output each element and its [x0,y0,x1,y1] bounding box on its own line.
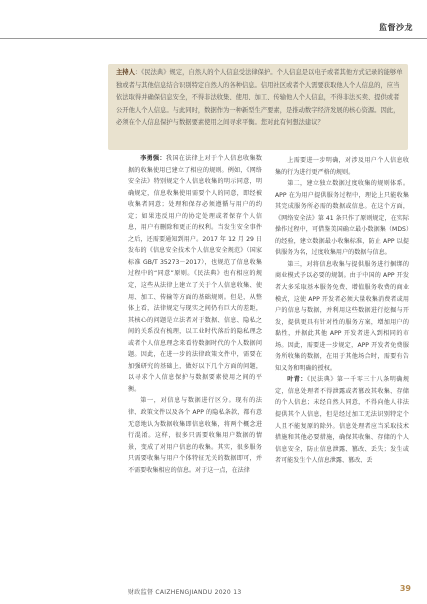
page-number: 39 [399,584,411,593]
paragraph-text: 我国在法律上对于个人信息收集数据的收集使用已建立了相应的规则。例如，《网络安全法》特别规定个人信息收集的明示同意，明确规定，信息收集使用需要个人的同意，即经被收集者同意；处理和保存必须遵循与用户的约定；如果违反用户的协定处理或者保存个人信息，用户有删除和更正的权利。当发生安全事件之后，还需要通知到用户。2017 年 12 月 29 日发布的《信息安全技术个人信息安全规范》（国家标准 GB/T 35273－2017），也规范了信息收集过程中的“同意”原则。《民法典》也有相应的规定，这些从法律上建立了关于个人信息收集、使用、加工、传输等方面的基础规则。但是，从整体上看，法律规定与现实之间仍有巨大的差距，其核心的问题是立法者对于数据、信息、隐私之间的关系没有梳理，以工业时代落后的隐私理念或者个人信息理念来看待数据时代的个人数据问题。因此，在进一步的法律政策文件中，需要在加强研究的基础上，做好以下几个方面的问题，以寻求个人信息保护与数据要素使用之间的平衡。 [128,155,263,393]
paragraph-text: 上需要进一步明确，对涉及用户个人信息收集的行为进行更严格的规则。 [275,157,409,176]
section-tag: 监督沙龙 [379,23,413,32]
paragraph-text: 《民法典》第一千零三十八条明确规定，信息处理者不得泄露或者篡改其收集、存储的个人信息；未经自然人同意，不得向他人非法提供其个人信息，但是经过加工无法识别特定个人且不能复原的除外。信息处理者应当采取技术措施和其他必要措施，确保其收集、存储的个人信息安全，防止信息泄露、篡改、丢失；发生或者可能发生个人信息泄露、篡改、丢 [275,376,409,465]
article-column-right [275,155,409,467]
host-question [116,67,404,130]
journal-footer: 财政监督 CAIZHENGJIANDU 2020 13 [128,589,242,596]
speaker-name: 李勇强： [140,155,166,162]
paragraph [128,153,262,395]
paragraph [275,178,409,259]
header-rule [0,38,427,39]
article-column-left [128,153,262,476]
paragraph-text: 第一，对信息与数据进行区分。现有的法律、政策文件以及各个 APP 的隐私条款，都有意无意地认为数据收集即信息收集，将两个概念进行混淆。这样，很多只需要收集用户数据的情景，变成了对用户信息的收集。其实，很多服务只需要收集与用户个体特征无关的数据即可，并不需要收集相应的信息。对于这一点，在法律 [128,397,262,474]
paragraph [275,155,409,178]
host-question-text: ：《民法典》规定，自然人的个人信息受法律保护。个人信息是以电子或者其他方式记录的能够单独或者与其他信息结合识别特定自然人的各种信息。信用社区或者个人需要获取他人个人信息的，应当依法取得并确保信息安全，不得非法收集、使用、加工、传输他人个人信息，不得非法买卖、提供或者公开他人个人信息。与此同时，数据作为一种新型生产要素，是推动数字经济发展的核心资源。因此，必须在个人信息保护与数据要素使用之间寻求平衡。您对此有何想法建议？ [116,69,403,127]
paragraph [275,374,409,466]
paragraph [275,259,409,374]
host-label: 主持人 [116,69,135,76]
paragraph-text: 第二，建立独立数据过度收集的规则体系。APP 在为用户提供服务过程中，理论上只能收集其完成服务所必需的数据或信息。在这个方面，《网络安全法》第 41 条只作了原则规定，在实际操作过程中，可借鉴美国确立最小数据集（MDS）的经验，建立数据最小收集标准，防止 APP 以提供服务为名，过度收集用户的数据与信息。 [275,180,409,257]
speaker-name: 叶青： [287,376,307,384]
paragraph-text: 第三，对将信息收集与提供服务进行捆绑的商业模式予以必要的规制。由于中国的 APP 开发者大多采取基本服务免费、增值服务收费的商业模式，这使 APP 开发者必须大量收集消费者或用户的信息与数据，并利用这些数据进行挖掘与开发，提供更具有针对性的服务方案，增加用户的黏性，并据此其他 APP 开发者进入到相同的市场。因此，需要进一步规定，APP 开发者免费服务所收集的数据，在用于其他场合时，需要有告知义务和明确的授权。 [275,260,409,372]
paragraph [128,395,262,476]
